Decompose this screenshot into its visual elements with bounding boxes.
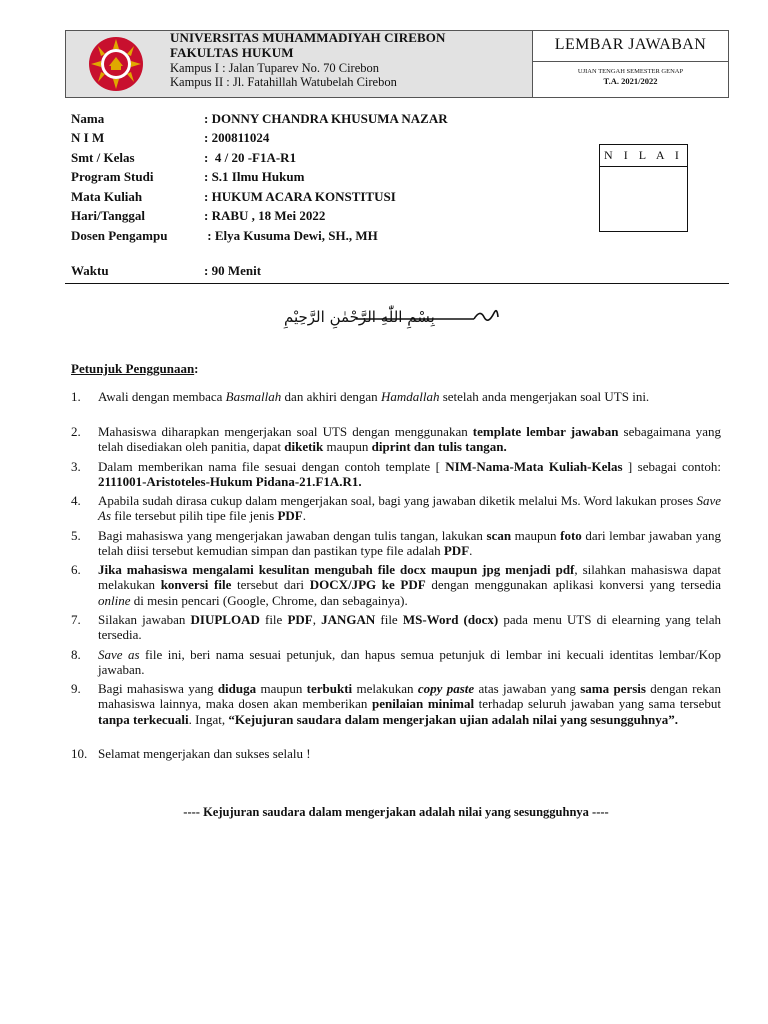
basmalah-calligraphy — [276, 292, 506, 336]
text-run: maupun — [511, 528, 561, 543]
footer-note: ---- Kejujuran saudara dalam mengerjakan adalah nilai yang sesungguhnya ---- — [183, 805, 609, 819]
list-item-number: 1. — [71, 389, 81, 404]
grade-label: N I L A I — [604, 148, 683, 162]
text-run: copy paste — [417, 681, 475, 696]
text-run: online — [98, 592, 131, 608]
text-run: file tersebut pilih tipe file jenis — [111, 508, 278, 524]
text-run: . — [469, 543, 473, 559]
campus-1-address: Kampus I : Jalan Tuparev No. 70 Cirebon — [170, 61, 380, 75]
list-item-text — [98, 681, 721, 727]
campus-2-address: Kampus II : Jl. Fatahillah Watubelah Cirebon — [170, 75, 397, 89]
text-run: . Ingat, — [188, 711, 229, 727]
university-logo — [73, 35, 159, 93]
text-run: ] sebagai contoh: — [622, 459, 721, 474]
identity-value-nim: : 200811024 — [204, 130, 270, 145]
instructions-title-colon: : — [194, 361, 199, 376]
text-run: DOCX/JPG ke PDF — [309, 577, 426, 593]
text-run: sama persis — [580, 681, 646, 696]
text-run: file ini, beri nama sesuai petunjuk, dan hapus semua petunjuk di lembar ini kecuali identitas lembar/Kop jawaban. — [98, 647, 721, 678]
text-run: template lembar jawaban — [472, 424, 619, 439]
list-item-number: 8. — [71, 647, 81, 662]
text-run: terbukti — [306, 681, 353, 696]
identity-value-dosen: : Elya Kusuma Dewi, SH., MH — [204, 228, 378, 243]
text-run: NIM-Nama-Mata Kuliah-Kelas — [445, 459, 623, 474]
identity-label-matkul: Mata Kuliah — [71, 189, 143, 204]
list-item-number: 7. — [71, 612, 81, 627]
text-run: Bagi mahasiswa yang mengerjakan jawaban dengan tulis tangan, lakukan — [98, 528, 487, 543]
text-run: sebagaimana yang telah disediakan oleh panitia, dapat — [98, 424, 721, 455]
identity-value-kelas: : 4 / 20 -F1A-R1 — [204, 150, 297, 165]
text-run: terhadap seluruh jawaban yang sama tersebut — [474, 696, 721, 712]
text-run: “Kejujuran saudara dalam mengerjakan ujian adalah nilai yang sesungguhnya”. — [228, 711, 679, 727]
text-run: dan akhiri dengan — [281, 389, 381, 404]
identity-label-prodi: Program Studi — [71, 169, 154, 184]
text-run: , — [312, 612, 322, 627]
instructions-title — [71, 361, 199, 377]
identity-value-waktu: : 90 Menit — [204, 263, 262, 278]
text-run: Apabila sudah dirasa cukup dalam mengerjakan soal, bagi yang jawaban diketik melalui Ms. Word lakukan proses — [98, 493, 697, 508]
exam-name: UJIAN TENGAH SEMESTER GENAP — [577, 68, 684, 75]
text-run: tanpa terkecuali — [98, 711, 189, 727]
text-run: PDF — [277, 508, 303, 524]
text-run: Basmallah — [225, 389, 282, 404]
list-item-number: 9. — [71, 681, 81, 696]
text-run: diketik — [284, 439, 324, 455]
university-name: UNIVERSITAS MUHAMMADIYAH CIREBON — [170, 30, 446, 45]
identity-label-dosen: Dosen Pengampu — [71, 228, 168, 243]
answer-sheet-divider — [532, 61, 729, 62]
text-run: Silakan jawaban — [98, 612, 191, 627]
identity-label-nama: Nama — [71, 111, 105, 126]
list-item-number: 4. — [71, 493, 81, 508]
list-item-number: 6. — [71, 562, 81, 577]
list-item-text — [98, 612, 721, 643]
identity-value-nama: : DONNY CHANDRA KHUSUMA NAZAR — [204, 111, 448, 126]
text-run: PDF — [287, 612, 313, 627]
text-run: maupun — [256, 681, 307, 696]
text-run: MS-Word (docx) — [402, 612, 499, 627]
list-item-text — [98, 562, 721, 608]
text-run: pada menu UTS di elearning yang telah tersedia. — [98, 612, 722, 643]
identity-label-waktu: Waktu — [71, 263, 109, 278]
text-run: DIUPLOAD — [190, 612, 260, 627]
text-run: dengan rekan mahasiswa lainnya, maka dosen akan memberikan — [98, 681, 721, 712]
identity-label-kelas: Smt / Kelas — [71, 150, 135, 165]
text-run: scan — [486, 528, 512, 543]
list-item-number: 3. — [71, 459, 81, 474]
list-item-text — [98, 528, 721, 559]
text-run: Save as — [98, 647, 140, 662]
text-run: Mahasiswa diharapkan mengerjakan soal UTS dengan menggunakan — [98, 424, 473, 439]
text-run: JANGAN — [321, 612, 376, 627]
text-run: 2111001-Aristoteles-Hukum Pidana-21.F1A.R1. — [98, 474, 362, 490]
text-run: setelah anda mengerjakan soal UTS ini. — [439, 389, 650, 404]
list-item-text — [98, 389, 721, 404]
text-run: maupun — [323, 439, 372, 455]
text-run: melakukan — [352, 681, 418, 696]
academic-year: T.A. 2021/2022 — [603, 76, 658, 86]
list-item-number: 10. — [71, 746, 88, 761]
identity-label-tanggal: Hari/Tanggal — [71, 208, 145, 223]
header-rule — [65, 283, 729, 284]
text-run: Hamdallah — [380, 389, 440, 404]
answer-sheet-title: LEMBAR JAWABAN — [554, 36, 707, 53]
text-run: . — [302, 508, 306, 524]
text-run: foto — [560, 528, 582, 543]
text-run: atas jawaban yang — [474, 681, 581, 696]
grade-box-divider — [599, 166, 688, 167]
basmalah-text: بِسْمِ اللّٰهِ الرَّحْمٰنِ الرَّحِيْمِ — [284, 308, 435, 326]
text-run: diduga — [217, 681, 257, 696]
text-run: dengan menggunakan aplikasi konversi yang tersedia — [425, 577, 722, 593]
text-run: Selamat mengerjakan dan sukses selalu ! — [98, 746, 311, 761]
logo-emblem — [89, 37, 143, 91]
instructions-title-text: Petunjuk Penggunaan — [71, 361, 195, 376]
text-run: penilaian minimal — [371, 696, 475, 712]
text-run: Jika mahasiswa mengalami kesulitan mengubah file docx maupun jpg menjadi pdf — [98, 562, 575, 577]
list-item-text — [98, 746, 721, 761]
identity-label-nim: N I M — [71, 130, 105, 145]
list-item-number: 5. — [71, 528, 81, 543]
text-run: dari lembar jawaban yang telah diisi tersebut kemudian simpan dan pastikan type file adalah — [98, 528, 721, 559]
text-run: file — [375, 612, 403, 627]
faculty-name: FAKULTAS HUKUM — [170, 45, 294, 60]
identity-value-tanggal: : RABU , 18 Mei 2022 — [204, 208, 326, 223]
text-run: Awali dengan membaca — [98, 389, 226, 404]
text-run: di mesin pencari (Google, Chrome, dan sebagainya). — [130, 592, 408, 608]
text-run: tersebut dari — [231, 577, 310, 593]
text-run: PDF — [443, 543, 470, 559]
identity-value-prodi: : S.1 Ilmu Hukum — [204, 169, 305, 184]
list-item-text — [98, 647, 721, 678]
text-run: Save As — [98, 493, 721, 524]
text-run: Bagi mahasiswa yang — [98, 681, 218, 696]
text-run: file — [259, 612, 288, 627]
identity-value-matkul: : HUKUM ACARA KONSTITUSI — [204, 189, 396, 204]
list-item-number: 2. — [71, 424, 81, 439]
text-run: konversi file — [160, 577, 232, 593]
list-item-text — [98, 459, 721, 490]
text-run: Dalam memberikan nama file sesuai dengan contoh template [ — [98, 459, 446, 474]
list-item-text — [98, 424, 721, 455]
list-item-text — [98, 493, 721, 524]
text-run: , silahkan mahasiswa dapat melakukan — [98, 562, 721, 593]
text-run: diprint dan tulis tangan. — [371, 439, 507, 455]
